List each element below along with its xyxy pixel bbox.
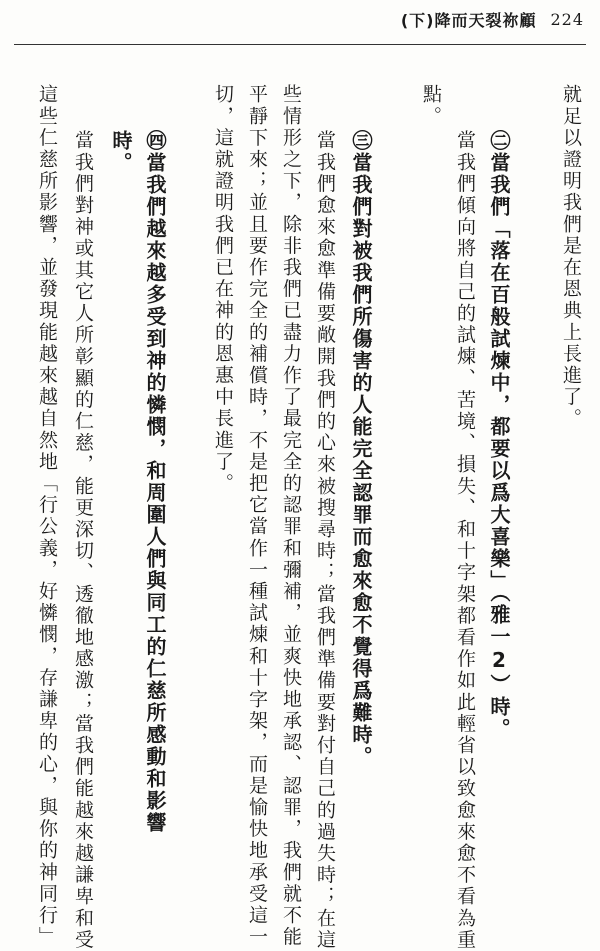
section-heading: ㊂當我們對被我們所傷害的人能完全認罪而愈來愈不覺得爲難時。 <box>349 130 373 768</box>
text-column: 點。 <box>420 84 442 128</box>
text-column: 切，這就證明我們已在神的恩惠中長進了。 <box>212 84 234 495</box>
section-heading: ㊃當我們越來越多受到神的憐憫，和周圍人們與同工的仁慈所感動和影響 <box>143 130 167 834</box>
running-header <box>0 8 584 31</box>
section-heading: ㊁當我們「落在百般試煉中，都要以爲大喜樂」（雅一2）時。 <box>487 130 511 740</box>
running-title: (下)降而天裂祢顧 <box>400 11 537 30</box>
text-column: 當我們對神或其它人所彰顯的仁慈，能更深切、透徹地感激；當我們能越來越謙卑和受 <box>72 130 94 951</box>
header-rule <box>14 44 586 45</box>
text-column: 當我們傾向將自己的試煉、苦境、損失、和十字架都看作如此輕省以致愈來愈不看為重 <box>454 130 476 951</box>
text-column: 當我們愈來愈準備要敞開我們的心來被搜尋時；當我們準備要對付自己的過失時；在這 <box>314 130 336 951</box>
text-column: 就足以證明我們是在恩典上長進了。 <box>560 84 582 430</box>
text-column: 些情形之下，除非我們已盡力作了最完全的認罪和彌補，並爽快地承認、認罪，我們就不能 <box>280 84 302 948</box>
section-heading: 時。 <box>109 130 133 174</box>
page-number: 224 <box>550 10 584 29</box>
text-column: 平靜下來；並且要作完全的補償時，不是把它當作一種試煉和十字架，而是愉快地承受這一 <box>246 84 268 948</box>
text-column: 這些仁慈所影響，並發現能越來越自然地「行公義，好憐憫，存謙卑的心，與你的神同行」 <box>36 84 58 948</box>
